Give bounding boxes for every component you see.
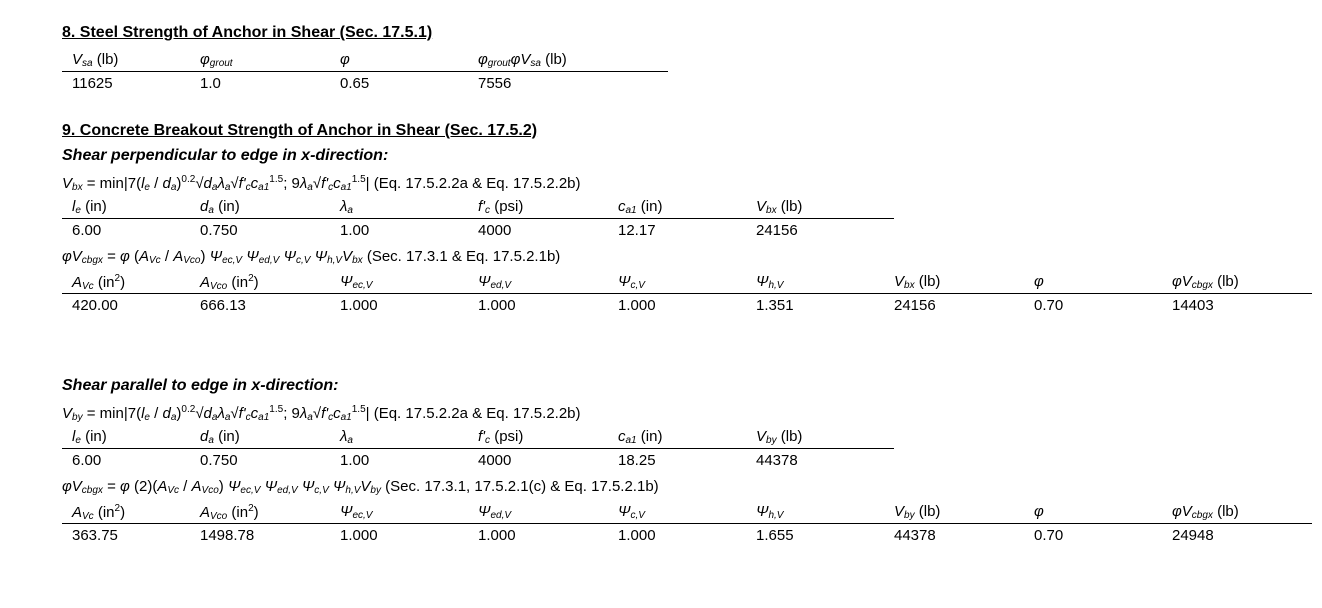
val-le: 6.00 <box>72 452 102 469</box>
val-psi-ed: 1.000 <box>478 527 516 544</box>
col-avc: $A_{Vc}$ $(in^2)$ <box>72 503 126 522</box>
col-lambda: $\lambda_a$ <box>340 198 353 216</box>
col-da: $d_a$ (in) <box>200 428 240 446</box>
val-fc: 4000 <box>478 452 512 469</box>
par-t1-row <box>62 452 894 472</box>
val-ca1: 12.17 <box>618 222 656 239</box>
val-le: 6.00 <box>72 222 102 239</box>
par-t2-row <box>62 527 1312 547</box>
col-avco: $A_{Vco}$ $(in^2)$ <box>200 273 259 292</box>
col-vbx: $V_{bx}$ (lb) <box>756 198 803 216</box>
val-psi-ec: 1.000 <box>340 527 378 544</box>
col-avc: $A_{Vc}$ $(in^2)$ <box>72 273 126 292</box>
val-lambda: 1.00 <box>340 452 370 469</box>
val-phivcbgx: 14403 <box>1172 297 1214 314</box>
col-vby: $V_{by}$ (lb) <box>756 428 803 446</box>
s8-val-phi: 0.65 <box>340 75 370 92</box>
perp-eq2-ref: (Sec. 17.3.1 & Eq. 17.5.2.1b) <box>366 248 561 265</box>
val-avc: 363.75 <box>72 527 118 544</box>
perp-eq1-ref: | (Eq. 17.5.2.2a & Eq. 17.5.2.2b) <box>365 175 581 192</box>
col-psi-h: $\Psi_{h,V}$ <box>756 273 784 291</box>
col-phivcbgx: $\varphi V_{cbgx}$ (lb) <box>1172 273 1239 291</box>
val-fc: 4000 <box>478 222 512 239</box>
par-eq2-ref: (Sec. 17.3.1, 17.5.2.1(c) & Eq. 17.5.2.1b) <box>385 478 659 495</box>
perp-t1-row <box>62 222 894 242</box>
val-vbx: 24156 <box>894 297 936 314</box>
col-fc: $f'_c$ (psi) <box>478 198 524 216</box>
val-avco: 666.13 <box>200 297 246 314</box>
col-vby: $V_{by}$ (lb) <box>894 503 941 521</box>
s8-table-row <box>62 75 668 95</box>
perp-t1-header <box>62 198 894 219</box>
section-8-title: 8. Steel Strength of Anchor in Shear (Sec. 17.5.1) <box>62 24 433 41</box>
val-lambda: 1.00 <box>340 222 370 239</box>
col-phi: φ <box>1034 503 1044 520</box>
par-eq2: $\varphi V_{cbgx} = \varphi$ $(2)(A_{Vc} / A_{Vco})$ $\Psi_{ec,V}$ $\Psi_{ed,V}$ $\Psi_{c,V}$ $\Psi_{h,V}V_{by}$ (Sec. 17.3.1, 17.5.2.1(c) & Eq. 17.5.2.1b) <box>62 478 659 496</box>
s8-col-phi: φ <box>340 51 350 68</box>
par-eq1: $V_{by} = \min|7(l_e / d_a)^{0.2}√d_a\lambda_a√f'_cc_{a1}^{1.5}$; $9\lambda_a√f'_cc_{a1}^{1.5}|$ (Eq. 17.5.2.2a & Eq. 17.5.2.2b) <box>62 404 581 423</box>
col-phi: φ <box>1034 273 1044 290</box>
val-avc: 420.00 <box>72 297 118 314</box>
par-t2-header <box>62 503 1312 524</box>
s8-val-capacity: 7556 <box>478 75 512 92</box>
val-psi-ed: 1.000 <box>478 297 516 314</box>
val-phi: 0.70 <box>1034 297 1064 314</box>
perp-t2-row <box>62 297 1312 317</box>
col-psi-h: $\Psi_{h,V}$ <box>756 503 784 521</box>
col-ca1: $c_{a1}$ (in) <box>618 198 663 216</box>
val-vbx: 24156 <box>756 222 798 239</box>
col-psi-c: $\Psi_{c,V}$ <box>618 503 645 521</box>
s8-col-capacity: $\varphi_{grout}\varphi V_{sa}$ (lb) <box>478 51 567 69</box>
col-ca1: $c_{a1}$ (in) <box>618 428 663 446</box>
s8-val-phigrout: 1.0 <box>200 75 221 92</box>
val-psi-h: 1.655 <box>756 527 794 544</box>
val-vby: 44378 <box>756 452 798 469</box>
col-psi-ed: $\Psi_{ed,V}$ <box>478 503 512 521</box>
perp-subtitle: Shear perpendicular to edge in x-direction: <box>62 147 389 164</box>
val-da: 0.750 <box>200 222 238 239</box>
perp-eq1: $V_{bx} = \min|7(l_e / d_a)^{0.2}√d_a\lambda_a√f'_cc_{a1}^{1.5}$; $9\lambda_a√f'_cc_{a1}^{1.5}|$ (Eq. 17.5.2.2a & Eq. 17.5.2.2b) <box>62 174 581 193</box>
val-psi-ec: 1.000 <box>340 297 378 314</box>
col-fc: $f'_c$ (psi) <box>478 428 524 446</box>
val-psi-c: 1.000 <box>618 297 656 314</box>
col-le: $l_e$ (in) <box>72 428 107 446</box>
val-vby: 44378 <box>894 527 936 544</box>
s8-val-vsa: 11625 <box>72 75 113 92</box>
val-phi: 0.70 <box>1034 527 1064 544</box>
col-psi-ec: $\Psi_{ec,V}$ <box>340 503 373 521</box>
val-ca1: 18.25 <box>618 452 656 469</box>
s8-col-phigrout: $\varphi_{grout}$ <box>200 51 233 69</box>
val-psi-c: 1.000 <box>618 527 656 544</box>
col-da: $d_a$ (in) <box>200 198 240 216</box>
col-avco: $A_{Vco}$ $(in^2)$ <box>200 503 259 522</box>
perp-eq2: $\varphi V_{cbgx} = \varphi$ $(A_{Vc} / A_{Vco})$ $\Psi_{ec,V}$ $\Psi_{ed,V}$ $\Psi_{c,V}$ $\Psi_{h,V}V_{bx}$ (Sec. 17.3.1 & Eq. 17.5.2.1b) <box>62 248 561 266</box>
section-9-title: 9. Concrete Breakout Strength of Anchor in Shear (Sec. 17.5.2) <box>62 122 538 139</box>
s8-table-header <box>62 51 668 72</box>
val-phivcbgx: 24948 <box>1172 527 1214 544</box>
col-lambda: $\lambda_a$ <box>340 428 353 446</box>
par-subtitle: Shear parallel to edge in x-direction: <box>62 377 339 394</box>
s8-col-vsa: $V_{sa}$ (lb) <box>72 51 119 69</box>
val-da: 0.750 <box>200 452 238 469</box>
par-eq1-ref: | (Eq. 17.5.2.2a & Eq. 17.5.2.2b) <box>365 405 581 422</box>
par-t1-header <box>62 428 894 449</box>
col-phivcbgx: $\varphi V_{cbgx}$ (lb) <box>1172 503 1239 521</box>
col-vbx: $V_{bx}$ (lb) <box>894 273 941 291</box>
col-psi-ed: $\Psi_{ed,V}$ <box>478 273 512 291</box>
col-psi-c: $\Psi_{c,V}$ <box>618 273 645 291</box>
perp-t2-header <box>62 273 1312 294</box>
col-le: $l_e$ (in) <box>72 198 107 216</box>
val-psi-h: 1.351 <box>756 297 794 314</box>
col-psi-ec: $\Psi_{ec,V}$ <box>340 273 373 291</box>
val-avco: 1498.78 <box>200 527 255 544</box>
